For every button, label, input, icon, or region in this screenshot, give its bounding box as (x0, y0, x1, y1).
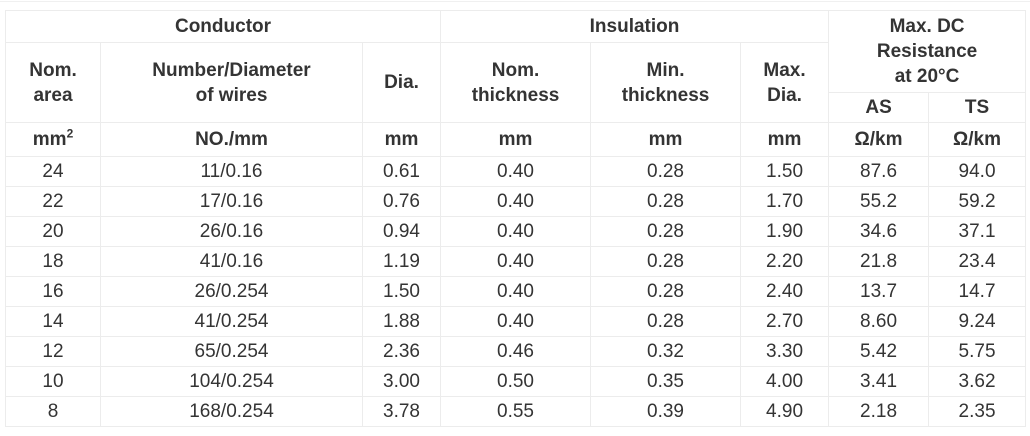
cell-max-dia: 2.20 (741, 247, 829, 277)
cell-wires: 11/0.16 (101, 157, 363, 187)
cell-ts: 94.0 (929, 157, 1026, 187)
cell-min-thickness: 0.28 (591, 187, 741, 217)
cell-wires: 41/0.254 (101, 307, 363, 337)
unit-text: mm (32, 129, 67, 150)
cell-wires: 168/0.254 (101, 397, 363, 427)
cell-dia: 1.88 (363, 307, 441, 337)
cell-nom-area: 18 (6, 247, 101, 277)
cell-as: 34.6 (829, 217, 929, 247)
cell-nom-thickness: 0.40 (441, 307, 591, 337)
cell-ts: 9.24 (929, 307, 1026, 337)
cell-min-thickness: 0.28 (591, 217, 741, 247)
cell-max-dia: 3.30 (741, 337, 829, 367)
cell-min-thickness: 0.28 (591, 277, 741, 307)
cell-nom-thickness: 0.40 (441, 277, 591, 307)
cell-dia: 1.19 (363, 247, 441, 277)
wire-spec-table (5, 10, 1026, 427)
cell-wires: 26/0.16 (101, 217, 363, 247)
table-row (6, 397, 1026, 427)
group-header-row (6, 11, 1026, 43)
unit-max-dia: mm (741, 123, 829, 157)
header-line: Nom. (29, 59, 77, 81)
cell-dia: 3.00 (363, 367, 441, 397)
cell-wires: 65/0.254 (101, 337, 363, 367)
header-line: Number/Diameter (152, 59, 311, 81)
cell-nom-area: 16 (6, 277, 101, 307)
cell-as: 87.6 (829, 157, 929, 187)
table-row (6, 157, 1026, 187)
unit-nom-thickness: mm (441, 123, 591, 157)
unit-dia: mm (363, 123, 441, 157)
header-ts: TS (929, 93, 1026, 123)
cell-min-thickness: 0.28 (591, 157, 741, 187)
cell-nom-area: 10 (6, 367, 101, 397)
cell-nom-area: 24 (6, 157, 101, 187)
table-body (6, 157, 1026, 427)
cell-ts: 59.2 (929, 187, 1026, 217)
cell-wires: 104/0.254 (101, 367, 363, 397)
table-row (6, 367, 1026, 397)
cell-nom-thickness: 0.40 (441, 247, 591, 277)
header-line: Nom. (491, 59, 540, 81)
page-top-divider (0, 1, 1030, 2)
cell-ts: 5.75 (929, 337, 1026, 367)
cell-min-thickness: 0.28 (591, 247, 741, 277)
cell-ts: 37.1 (929, 217, 1026, 247)
cell-dia: 0.76 (363, 187, 441, 217)
cell-nom-thickness: 0.46 (441, 337, 591, 367)
cell-dia: 3.78 (363, 397, 441, 427)
cell-max-dia: 2.40 (741, 277, 829, 307)
unit-superscript: 2 (66, 126, 74, 141)
header-as: AS (829, 93, 929, 123)
cell-max-dia: 1.90 (741, 217, 829, 247)
cell-min-thickness: 0.35 (591, 367, 741, 397)
cell-ts: 2.35 (929, 397, 1026, 427)
group-header-insulation: Insulation (441, 11, 829, 43)
cell-max-dia: 1.70 (741, 187, 829, 217)
cell-nom-thickness: 0.40 (441, 217, 591, 247)
cell-ts: 3.62 (929, 367, 1026, 397)
unit-as: Ω/km (829, 123, 929, 157)
header-line: of wires (195, 84, 268, 106)
unit-min-thickness: mm (591, 123, 741, 157)
cell-as: 8.60 (829, 307, 929, 337)
unit-wires: NO./mm (101, 123, 363, 157)
group-header-conductor: Conductor (6, 11, 441, 43)
header-line: thickness (621, 84, 710, 106)
header-line: Min. (646, 59, 685, 81)
header-max-dia (741, 43, 829, 123)
header-line: Resistance (876, 41, 978, 62)
cell-min-thickness: 0.39 (591, 397, 741, 427)
cell-min-thickness: 0.32 (591, 337, 741, 367)
cell-nom-thickness: 0.40 (441, 157, 591, 187)
header-wires (101, 43, 363, 123)
cell-wires: 26/0.254 (101, 277, 363, 307)
cell-nom-thickness: 0.55 (441, 397, 591, 427)
table-row (6, 277, 1026, 307)
cell-max-dia: 2.70 (741, 307, 829, 337)
cell-as: 5.42 (829, 337, 929, 367)
cell-as: 3.41 (829, 367, 929, 397)
header-line: area (33, 84, 73, 106)
cell-nom-area: 12 (6, 337, 101, 367)
header-min-thickness (591, 43, 741, 123)
cell-max-dia: 1.50 (741, 157, 829, 187)
cell-nom-area: 22 (6, 187, 101, 217)
header-dia: Dia. (363, 43, 441, 123)
cell-dia: 2.36 (363, 337, 441, 367)
cell-as: 13.7 (829, 277, 929, 307)
table-row (6, 217, 1026, 247)
header-nom-area (6, 43, 101, 123)
cell-dia: 1.50 (363, 277, 441, 307)
cell-dia: 0.61 (363, 157, 441, 187)
unit-nom-area (6, 123, 101, 157)
table-row (6, 187, 1026, 217)
cell-nom-area: 8 (6, 397, 101, 427)
group-header-resistance (829, 11, 1026, 93)
unit-ts: Ω/km (929, 123, 1026, 157)
header-line: Dia. (767, 84, 802, 106)
table-row (6, 307, 1026, 337)
cell-max-dia: 4.00 (741, 367, 829, 397)
cell-as: 2.18 (829, 397, 929, 427)
cell-dia: 0.94 (363, 217, 441, 247)
header-line: Max. DC (889, 16, 965, 37)
cell-min-thickness: 0.28 (591, 307, 741, 337)
cell-nom-thickness: 0.40 (441, 187, 591, 217)
cell-ts: 14.7 (929, 277, 1026, 307)
header-line: thickness (471, 84, 560, 106)
cell-max-dia: 4.90 (741, 397, 829, 427)
cell-as: 55.2 (829, 187, 929, 217)
header-line: Max. (763, 59, 806, 81)
cell-wires: 41/0.16 (101, 247, 363, 277)
cell-nom-area: 14 (6, 307, 101, 337)
cell-as: 21.8 (829, 247, 929, 277)
cell-wires: 17/0.16 (101, 187, 363, 217)
cell-nom-thickness: 0.50 (441, 367, 591, 397)
table-row (6, 337, 1026, 367)
units-row (6, 123, 1026, 157)
header-line: at 20°C (894, 66, 960, 87)
cell-ts: 23.4 (929, 247, 1026, 277)
header-nom-thickness (441, 43, 591, 123)
cell-nom-area: 20 (6, 217, 101, 247)
table-row (6, 247, 1026, 277)
